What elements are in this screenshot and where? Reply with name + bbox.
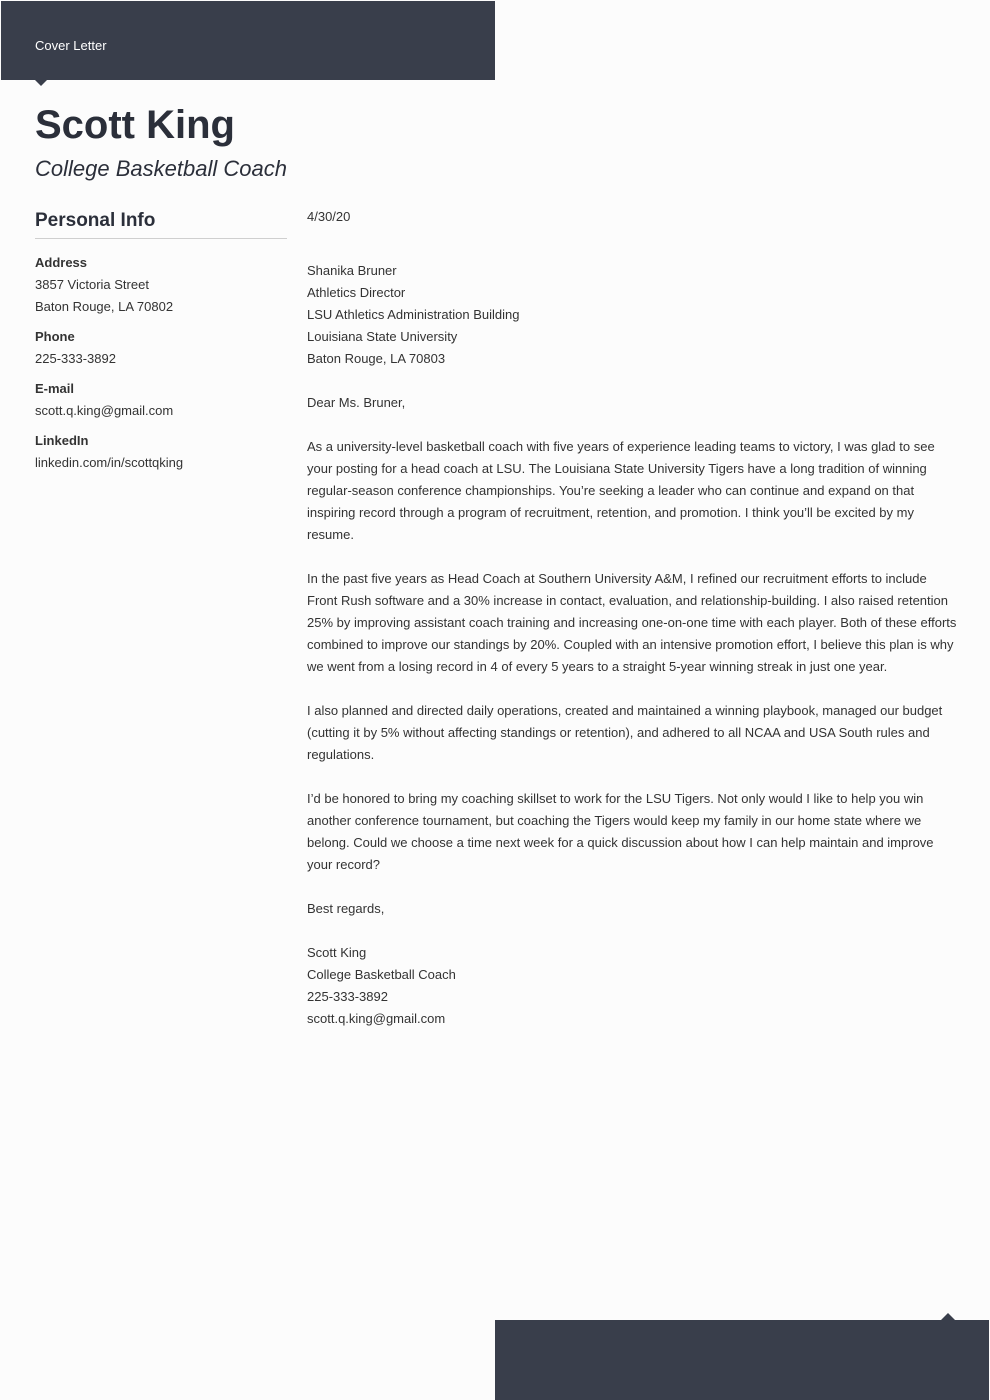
signature-line: College Basketball Coach — [307, 967, 456, 982]
address-group — [35, 252, 287, 318]
linkedin-value[interactable]: linkedin.com/in/scottqking — [35, 455, 184, 470]
footer-banner — [495, 1320, 989, 1400]
signature-line: 225-333-3892 — [307, 989, 388, 1004]
signature-block — [307, 942, 957, 1030]
applicant-role: College Basketball Coach — [35, 156, 287, 181]
phone-value: 225-333-3892 — [35, 351, 116, 366]
document-type-label: Cover Letter — [35, 38, 107, 53]
letter-date: 4/30/20 — [307, 209, 351, 224]
recipient-block — [307, 260, 957, 370]
linkedin-group — [35, 430, 287, 474]
body-paragraph: I also planned and directed daily operations, created and maintained a winning playbook, managed our budget (cutting it by 5% without affecting standings or retention), and adhered to all NCAA and USA South rules and regulations. — [307, 703, 943, 762]
recipient-line: LSU Athletics Administration Building — [307, 307, 520, 322]
signature-line: scott.q.king@gmail.com — [307, 1011, 446, 1026]
recipient-line: Shanika Bruner — [307, 263, 397, 278]
salutation: Dear Ms. Bruner, — [307, 395, 406, 410]
body-paragraph: As a university-level basketball coach with five years of experience leading teams to victory, I was glad to see your posting for a head coach at LSU. The Louisiana State University Tigers have a long tradition of winning regular-season conference championships. You’re seeking a leader who can continue and expand on that inspiring record through a program of recruitment, retention, and promotion. I think you’ll be excited by my resume. — [307, 439, 935, 542]
address-line-2: Baton Rouge, LA 70802 — [35, 299, 174, 314]
phone-group — [35, 326, 287, 370]
recipient-line: Louisiana State University — [307, 329, 458, 344]
recipient-line: Baton Rouge, LA 70803 — [307, 351, 446, 366]
signature-line: Scott King — [307, 945, 367, 960]
personal-info-heading: Personal Info — [35, 208, 287, 239]
address-label: Address — [35, 255, 88, 270]
body-paragraph: I’d be honored to bring my coaching skillset to work for the LSU Tigers. Not only would I like to help you win another conference tournament, but coaching the Tigers would keep my family in our home state where we belong. Could we choose a time next week for a quick discussion about how I can help maintain and improve your record? — [307, 791, 934, 872]
header-banner — [1, 1, 495, 80]
email-label: E-mail — [35, 381, 75, 396]
recipient-line: Athletics Director — [307, 285, 406, 300]
applicant-name: Scott King — [35, 103, 235, 147]
phone-label: Phone — [35, 329, 75, 344]
linkedin-label: LinkedIn — [35, 433, 89, 448]
header-notch — [34, 79, 48, 86]
personal-info-sidebar — [35, 208, 287, 474]
closing: Best regards, — [307, 901, 385, 916]
email-group — [35, 378, 287, 422]
footer-notch — [941, 1313, 955, 1320]
email-value[interactable]: scott.q.king@gmail.com — [35, 403, 174, 418]
body-paragraph: In the past five years as Head Coach at Southern University A&M, I refined our recruitment efforts to include Front Rush software and a 30% increase in contact, evaluation, and relationship-building. I also raised retention 25% by improving assistant coach training and increasing one-on-one time with each player. Both of these efforts combined to improve our standings by 20%. Coupled with an intensive promotion effort, I believe this plan is why we went from a losing record in 4 of every 5 years to a straight 5-year winning streak in just one year. — [307, 571, 957, 674]
address-line-1: 3857 Victoria Street — [35, 277, 149, 292]
letter-body — [307, 206, 957, 1052]
